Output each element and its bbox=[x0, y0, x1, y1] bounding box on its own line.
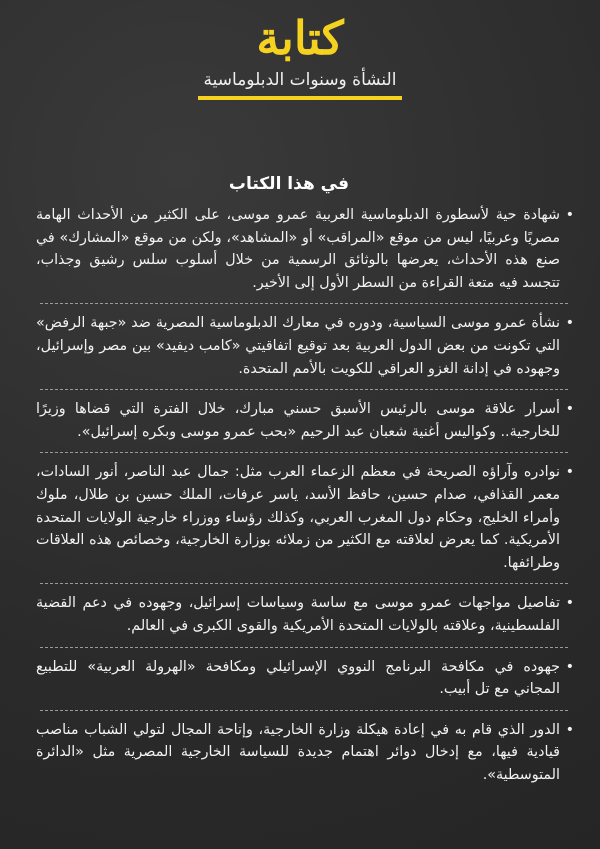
highlight-item-1: • شهادة حية لأسطورة الدبلوماسية العربية عمرو موسى، على الكثير من الأحداث الهامة مصريًا وعربيًا، ليس من موقع «المراقب» أو «المشاهد»، ولكن من موقع «المشارك» في صنع هذه الأحداث، يعرضها بالوثائق الرسمية من خلال أسلوب سلس رشيق وجذاب، تتجسد فيه متعة القراءة من السطر الأول إلى الأخير. bbox=[36, 204, 572, 294]
highlight-item-3: • أسرار علاقة موسى بالرئيس الأسبق حسني مبارك، خلال الفترة التي قضاها وزيرًا للخارجية.. وكواليس أغنية شعبان عبد الرحيم «بحب عمرو موسى وبكره إسرائيل». bbox=[36, 398, 572, 443]
highlight-item-7: • الدور الذي قام به في إعادة هيكلة وزارة الخارجية، وإتاحة المجال لتولي الشباب مناصب قيادية فيها، مع إدخال دوائر اهتمام جديدة للسياسة الخارجية المصرية مثل «الدائرة المتوسطية». bbox=[36, 719, 572, 787]
item-divider bbox=[40, 583, 568, 584]
highlight-item-6: • جهوده في مكافحة البرنامج النووي الإسرائيلي ومكافحة «الهرولة العربية» للتطبيع المجاني مع تل أبيب. bbox=[36, 656, 572, 701]
item-divider bbox=[40, 389, 568, 390]
book-subtitle: النشأة وسنوات الدبلوماسية bbox=[203, 70, 397, 91]
subtitle-underline bbox=[198, 96, 402, 100]
item-divider bbox=[40, 303, 568, 304]
highlight-item-4: • نوادره وآراؤه الصريحة في معظم الزعماء العرب مثل: جمال عبد الناصر، أنور السادات، معمر القذافي، صدام حسين، حافظ الأسد، ياسر عرفات، الملك حسين بن طلال، ملوك وأمراء الخليج، وحكام دول المغرب العربي، وكذلك رؤساء ووزراء خارجية الولايات المتحدة الأمريكية. كما يعرض لعلاقته مع الكثير من زملائه بوزارة الخارجية، وخصائص هذه العلاقات وطرائفها. bbox=[36, 461, 572, 574]
section-title: في هذا الكتاب bbox=[228, 174, 349, 194]
highlight-item-5: • تفاصيل مواجهات عمرو موسى مع ساسة وسياسات إسرائيل، وجهوده في دعم القضية الفلسطينية، وعلاقته بالولايات المتحدة الأمريكية والقوى الكبرى في العالم. bbox=[36, 592, 572, 637]
highlights-list bbox=[36, 204, 572, 786]
publisher-logo: كتابة bbox=[256, 11, 344, 65]
item-divider bbox=[40, 647, 568, 648]
book-header bbox=[0, 11, 600, 100]
item-divider bbox=[40, 452, 568, 453]
highlight-item-2: • نشأة عمرو موسى السياسية، ودوره في معارك الدبلوماسية المصرية ضد «جبهة الرفض» التي تكونت من بعض الدول العربية بعد توقيع اتفاقيتي «كامب ديفيد» بين مصر وإسرائيل، وجهوده في إدانة الغزو العراقي للكويت بالأمم المتحدة. bbox=[36, 312, 572, 380]
item-divider bbox=[40, 710, 568, 711]
